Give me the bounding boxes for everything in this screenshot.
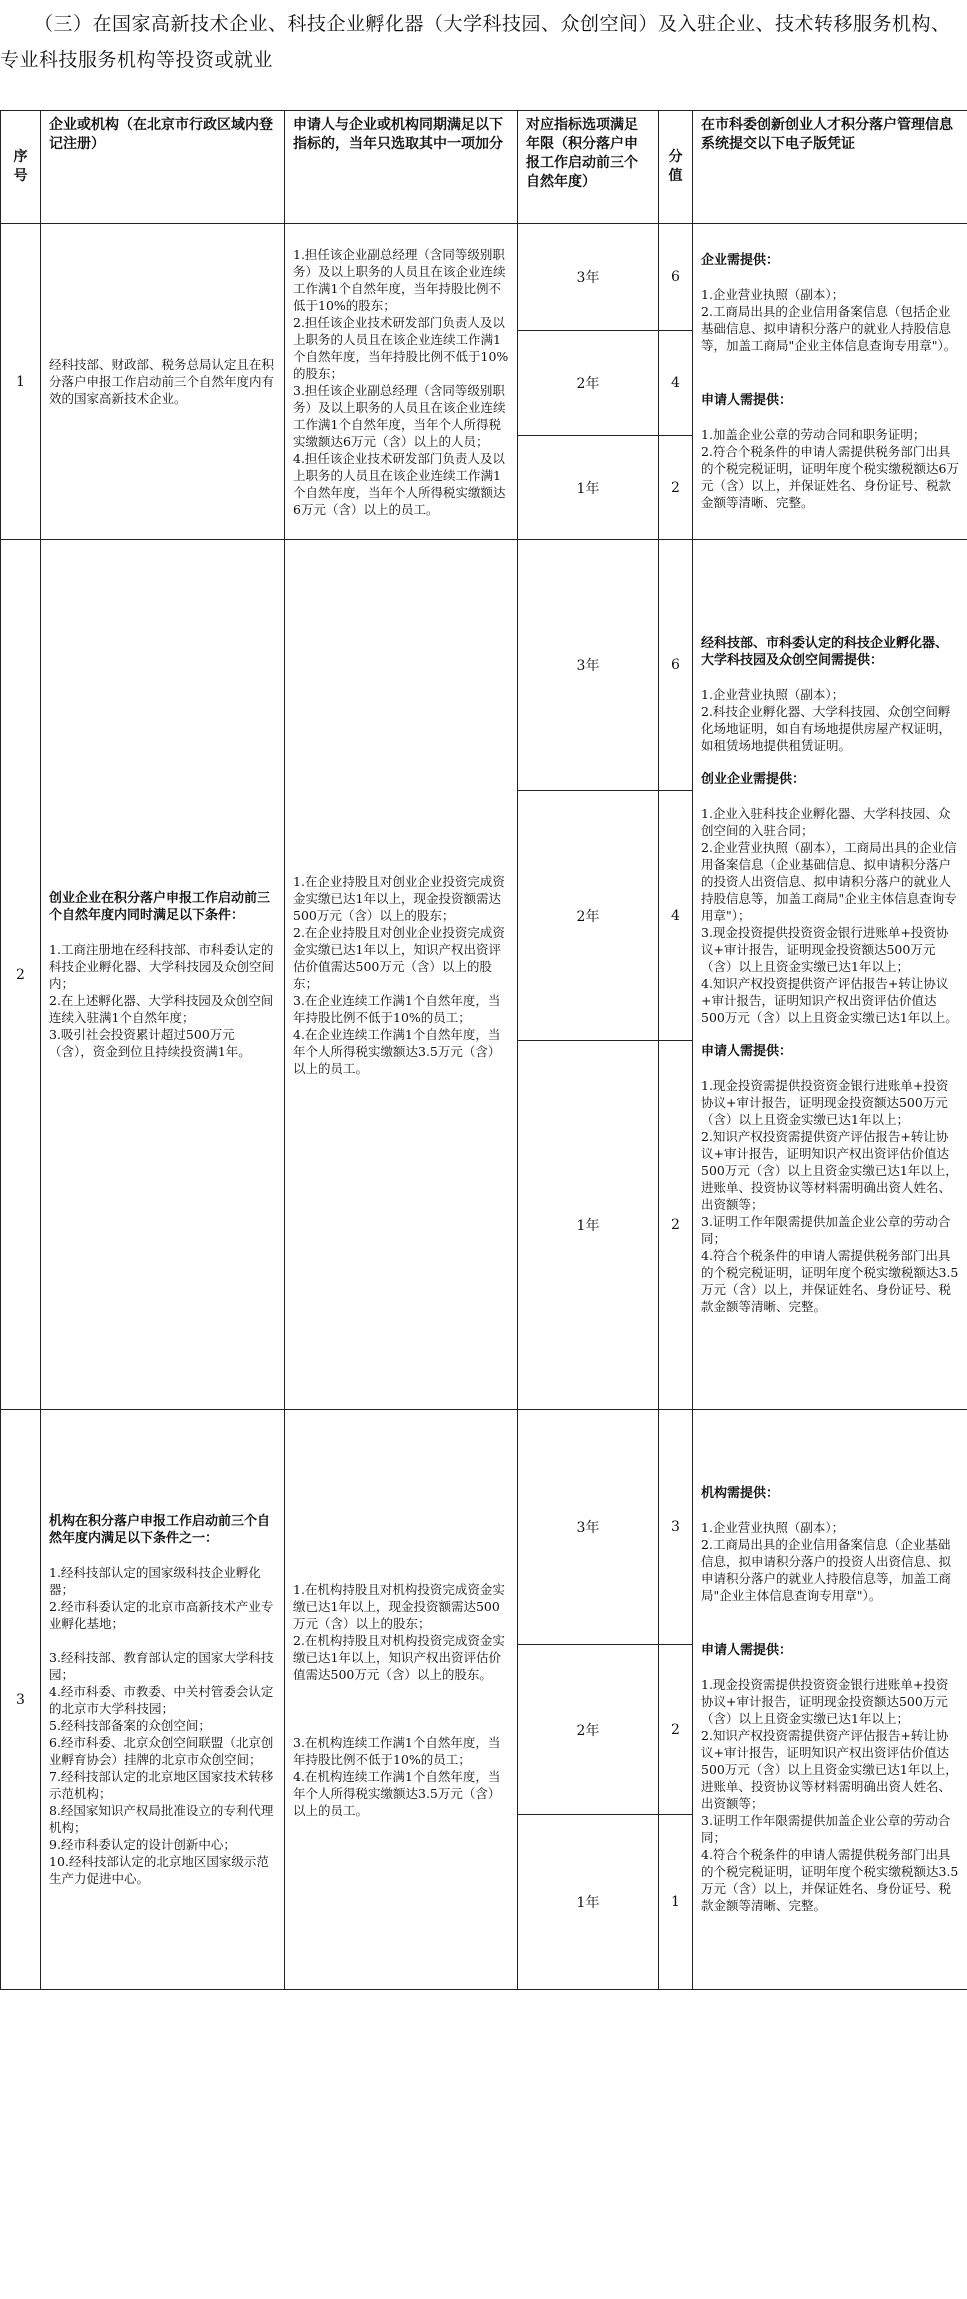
entity-cell: [41, 224, 285, 540]
condition-cell: [285, 224, 518, 540]
score-cell: 4: [659, 331, 693, 436]
docs-cell: [693, 224, 967, 540]
entity-bold-text: 创业企业在积分落户申报工作启动前三个自然年度内同时满足以下条件：: [49, 890, 271, 923]
row-number: 3: [1, 1410, 41, 1990]
years-cell: 3年: [518, 224, 659, 331]
docs-section-body: 1.企业营业执照（副本）； 2.工商局出具的企业信用备案信息（包括企业基础信息、拟申请积分落户的就业人持股信息等，加盖工商局"企业主体信息查询专用章"）。: [701, 287, 957, 353]
docs-section-title: 创业企业需提供：: [701, 771, 806, 787]
table-row: [1, 224, 967, 331]
header-score: 分值: [659, 111, 693, 224]
table-header-row: [1, 111, 967, 224]
header-no: 序号: [1, 111, 41, 224]
row-number: 1: [1, 224, 41, 540]
docs-cell: [693, 1410, 967, 1990]
years-cell: 1年: [518, 436, 659, 540]
docs-section-title: 企业需提供：: [701, 253, 780, 268]
condition-text: 1.担任该企业副总经理（含同等级别职务）及以上职务的人员且在该企业连续工作满1个自然年度，当年持股比例不低于10%的股东； 2.担任该企业技术研发部门负责人及以上职务的人员且在该企业连续工作满1个自然年度，当年持股比例不低于10%的股东； 3.担任该企业副总经理（含同等级别职务）及以上职务的人员且在该企业连续工作满1个自然年度，当年个人所得税实缴额达6万元（含）以上的人员； 4.担任该企业技术研发部门负责人及以上职务的人员且在该企业连续工作满1个自然年度，当年个人所得税实缴额达6万元（含）以上的员工。: [293, 246, 509, 517]
score-cell: 3: [659, 1410, 693, 1645]
row-number: 2: [1, 540, 41, 1410]
score-cell: 1: [659, 1815, 693, 1990]
score-cell: 2: [659, 1041, 693, 1410]
condition-cell: [285, 1410, 518, 1990]
docs-section-title: 经科技部、市科委认定的科技企业孵化器、大学科技园及众创空间需提供：: [701, 635, 949, 668]
entity-text: 1.经科技部认定的国家级科技企业孵化器； 2.经市科委认定的北京市高新技术产业专业孵化基地； 3.经科技部、教育部认定的国家大学科技园； 4.经市科委、市教委、中关村管委会认定的北京市大学科技园； 5.经科技部备案的众创空间； 6.经市科委、北京众创空间联盟（北京创业孵育协会）挂牌的北京市众创空间； 7.经科技部认定的北京地区国家技术转移示范机构； 8.经国家知识产权局批准设立的专利代理机构； 9.经市科委认定的设计创新中心； 10.经科技部认定的北京地区国家级示范生产力促进中心。: [49, 1564, 274, 1886]
docs-section-body: 1.企业入驻科技企业孵化器、大学科技园、众创空间的入驻合同； 2.企业营业执照（副本），工商局出具的企业信用备案信息（企业基础信息、拟申请积分落户的投资人出资信息、拟申请积分落户的就业人持股信息等，加盖工商局"企业主体信息查询专用章"）； 3.现金投资提供投资资金银行进账单+投资协议+审计报告，证明现金投资额达500万元（含）以上且资金实缴已达1年以上； 4.知识产权投资提供资产评估报告+转让协议+审计报告，证明知识产权出资评估价值达500万元（含）以上且资金实缴已达1年以上。: [701, 805, 958, 1025]
score-cell: 6: [659, 224, 693, 331]
table-row: [1, 1410, 967, 1645]
score-cell: 2: [659, 436, 693, 540]
years-cell: 2年: [518, 1645, 659, 1815]
docs-section-body: 1.现金投资需提供投资资金银行进账单+投资协议+审计报告，证明现金投资额达500万元（含）以上且资金实缴已达1年以上； 2.知识产权投资需提供资产评估报告+转让协议+审计报告，证明知识产权出资评估价值达500万元（含）以上且资金实缴已达1年以上，进账单、投资协议等材料需明确出资人姓名、出资额等； 3.证明工作年限需提供加盖企业公章的劳动合同； 4.符合个税条件的申请人需提供税务部门出具的个税完税证明，证明年度个税实缴税额达3.5万元（含）以上，并保证姓名、身份证号、税款金额等清晰、完整。: [701, 1677, 959, 1913]
entity-cell: [41, 1410, 285, 1990]
docs-section-title: 申请人需提供：: [701, 1043, 793, 1059]
years-cell: 1年: [518, 1041, 659, 1410]
years-cell: 3年: [518, 1410, 659, 1645]
years-cell: 1年: [518, 1815, 659, 1990]
docs-section-body: 1.现金投资需提供投资资金银行进账单+投资协议+审计报告，证明现金投资额达500万元（含）以上且资金实缴已达1年以上； 2.知识产权投资需提供资产评估报告+转让协议+审计报告，证明知识产权出资评估价值达500万元（含）以上且资金实缴已达1年以上，进账单、投资协议等材料需明确出资人姓名、出资额等； 3.证明工作年限需提供加盖企业公章的劳动合同； 4.符合个税条件的申请人需提供税务部门出具的个税完税证明，证明年度个税实缴税额达3.5万元（含）以上，并保证姓名、身份证号、税款金额等清晰、完整。: [701, 1077, 959, 1314]
years-cell: 3年: [518, 540, 659, 791]
docs-section-body: 1.企业营业执照（副本）； 2.工商局出具的企业信用备案信息（企业基础信息，拟申请积分落户的投资人出资信息、拟申请积分落户的就业人持股信息等，加盖工商局"企业主体信息查询专用章"）。: [701, 1520, 952, 1603]
header-years: 对应指标选项满足年限（积分落户申报工作启动前三个自然年度）: [518, 111, 659, 224]
years-cell: 2年: [518, 791, 659, 1041]
section-intro: （三）在国家高新技术企业、科技企业孵化器（大学科技园、众创空间）及入驻企业、技术转移服务机构、专业科技服务机构等投资或就业: [0, 13, 951, 71]
points-table: [0, 110, 967, 1990]
docs-section-title: 申请人需提供：: [701, 1643, 793, 1658]
docs-section-body: 1.企业营业执照（副本）； 2.科技企业孵化器、大学科技园、众创空间孵化场地证明，如自有场地提供房屋产权证明，如租赁场地提供租赁证明。: [701, 686, 952, 753]
header-docs: 在市科委创新创业人才积分落户管理信息系统提交以下电子版凭证: [693, 111, 967, 224]
table-row: [1, 540, 967, 791]
entity-text: 经科技部、财政部、税务总局认定且在积分落户申报工作启动前三个自然年度内有效的国家高新技术企业。: [49, 357, 275, 406]
score-cell: 2: [659, 1645, 693, 1815]
docs-section-title: 机构需提供：: [701, 1486, 780, 1501]
docs-section-title: 申请人需提供：: [701, 393, 793, 408]
entity-bold-text: 机构在积分落户申报工作启动前三个自然年度内满足以下条件之一：: [49, 1513, 271, 1546]
years-cell: 2年: [518, 331, 659, 436]
condition-text: 1.在机构持股且对机构投资完成资金实缴已达1年以上，现金投资额需达500万元（含）以上的股东； 2.在机构持股且对机构投资完成资金实缴已达1年以上，知识产权出资评估价值需达500万元（含）以上的股东。 3.在机构连续工作满1个自然年度，当年持股比例不低于10%的员工； 4.在机构连续工作满1个自然年度，当年个人所得税实缴额达3.5万元（含）以上的员工。: [293, 1581, 505, 1818]
entity-cell: [41, 540, 285, 1410]
condition-cell: [285, 540, 518, 1410]
condition-text: 1.在企业持股且对创业企业投资完成资金实缴已达1年以上，现金投资额需达500万元（含）以上的股东； 2.在企业持股且对创业企业投资完成资金实缴已达1年以上，知识产权出资评估价值需达500万元（含）以上的股东； 3.在企业连续工作满1个自然年度，当年持股比例不低于10%的员工； 4.在企业连续工作满1个自然年度，当年个人所得税实缴额达3.5万元（含）以上的员工。: [293, 873, 505, 1076]
score-cell: 4: [659, 791, 693, 1041]
score-cell: 6: [659, 540, 693, 791]
header-entity: 企业或机构（在北京市行政区域内登记注册）: [41, 111, 285, 224]
docs-section-body: 1.加盖企业公章的劳动合同和职务证明； 2.符合个税条件的申请人需提供税务部门出具的个税完税证明，证明年度个税实缴税额达6万元（含）以上，并保证姓名、身份证号、税款金额等清晰、完整。: [701, 427, 959, 510]
header-condition: 申请人与企业或机构同期满足以下指标的，当年只选取其中一项加分: [285, 111, 518, 224]
entity-text: 1.工商注册地在经科技部、市科委认定的科技企业孵化器、大学科技园及众创空间内； 2.在上述孵化器、大学科技园及众创空间连续入驻满1个自然年度； 3.吸引社会投资累计超过500万元（含），资金到位且持续投资满1年。: [49, 941, 275, 1059]
docs-cell: [693, 540, 967, 1410]
